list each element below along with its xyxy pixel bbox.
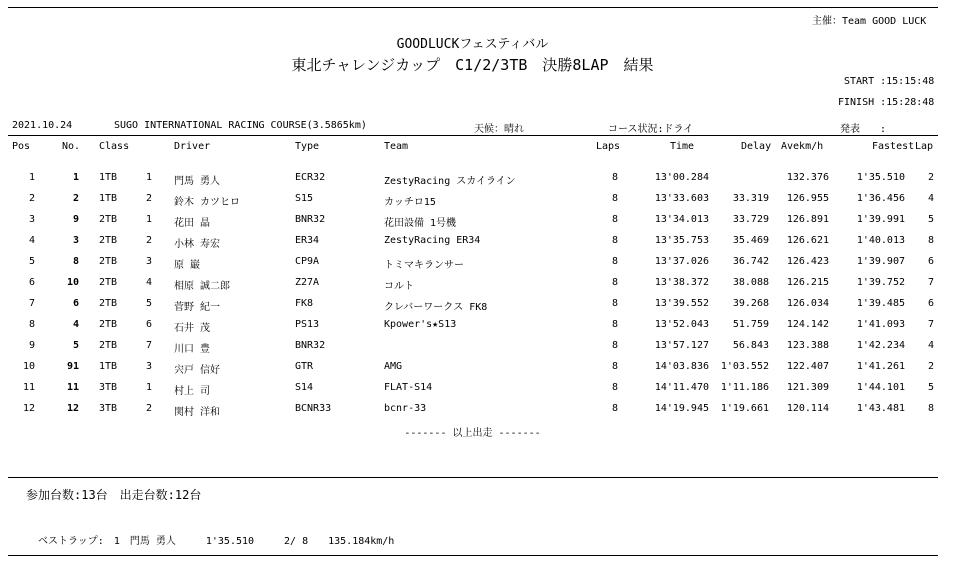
class: 2TB xyxy=(99,298,118,309)
pos: 6 xyxy=(28,277,35,288)
team: カッチロ15 xyxy=(384,197,436,208)
table-row xyxy=(0,361,945,382)
laps: 8 xyxy=(611,403,618,414)
footer-rule-bottom xyxy=(8,555,938,556)
driver: 菅野 紀一 xyxy=(174,302,221,313)
car-no: 5 xyxy=(72,340,79,351)
type: BCNR33 xyxy=(295,403,332,414)
driver: 石井 茂 xyxy=(174,323,211,334)
pos: 10 xyxy=(22,361,35,372)
class-pos: 2 xyxy=(146,403,153,414)
class-pos: 1 xyxy=(146,214,153,225)
end-marker: ------- 以上出走 ------- xyxy=(404,428,541,439)
fastest-lap: 4 xyxy=(927,193,934,204)
time: 13'57.127 xyxy=(654,340,709,351)
class: 1TB xyxy=(99,361,118,372)
laps: 8 xyxy=(611,214,618,225)
header-time: Time xyxy=(670,141,695,152)
time: 13'37.026 xyxy=(654,256,709,267)
fastest-lap: 4 xyxy=(927,340,934,351)
type: BNR32 xyxy=(295,214,326,225)
fastest-lap: 7 xyxy=(927,277,934,288)
team: AMG xyxy=(384,361,403,372)
car-no: 2 xyxy=(72,193,79,204)
fastest: 1'40.013 xyxy=(856,235,905,246)
class-pos: 2 xyxy=(146,235,153,246)
time: 13'52.043 xyxy=(654,319,709,330)
team: トミマキランサー xyxy=(384,260,464,271)
avekm: 121.309 xyxy=(786,382,829,393)
car-no: 11 xyxy=(66,382,79,393)
time: 13'00.284 xyxy=(654,172,709,183)
driver: 原 巌 xyxy=(174,260,201,271)
car-no: 1 xyxy=(72,172,79,183)
class-pos: 3 xyxy=(146,361,153,372)
avekm: 123.388 xyxy=(786,340,829,351)
car-no: 4 xyxy=(72,319,79,330)
header-laps: Laps xyxy=(596,141,621,152)
laps: 8 xyxy=(611,193,618,204)
type: S15 xyxy=(295,193,314,204)
car-no: 6 xyxy=(72,298,79,309)
driver: 宍戸 信好 xyxy=(174,365,221,376)
car-no: 3 xyxy=(72,235,79,246)
type: PS13 xyxy=(295,319,320,330)
driver: 花田 晶 xyxy=(174,218,211,229)
laps: 8 xyxy=(611,235,618,246)
delay: 1'03.552 xyxy=(720,361,769,372)
team: bcnr-33 xyxy=(384,403,427,414)
team: FLAT-S14 xyxy=(384,382,433,393)
avekm: 126.215 xyxy=(786,277,829,288)
pos: 12 xyxy=(22,403,35,414)
table-row xyxy=(0,214,945,235)
best-lap: ベストラップ: 1 門馬 勇人 1'35.510 2/ 8 135.184km/h xyxy=(38,536,395,547)
class: 3TB xyxy=(99,403,118,414)
header-no: No. xyxy=(62,141,81,152)
avekm: 126.621 xyxy=(786,235,829,246)
fastest: 1'39.485 xyxy=(856,298,905,309)
avekm: 122.407 xyxy=(786,361,829,372)
team: Kpower's★S13 xyxy=(384,319,457,330)
fastest: 1'36.456 xyxy=(856,193,905,204)
title-line-2: 東北チャレンジカップ C1/2/3TB 決勝8LAP 結果 xyxy=(291,56,654,74)
fastest: 1'35.510 xyxy=(856,172,905,183)
start-time: START :15:15:48 xyxy=(844,76,935,87)
pos: 3 xyxy=(28,214,35,225)
class-pos: 3 xyxy=(146,256,153,267)
laps: 8 xyxy=(611,319,618,330)
fastest-lap: 5 xyxy=(927,382,934,393)
title-line-1: GOODLUCKフェスティバル xyxy=(396,37,549,52)
team: コルト xyxy=(384,281,414,292)
organizer: 主催：Team GOOD LUCK xyxy=(812,16,927,27)
delay: 51.759 xyxy=(732,319,769,330)
fastest-lap: 6 xyxy=(927,256,934,267)
course-condition: コース状況:ドライ xyxy=(608,124,694,135)
driver: 小林 寿宏 xyxy=(174,239,221,250)
class-pos: 2 xyxy=(146,193,153,204)
laps: 8 xyxy=(611,256,618,267)
team: ZestyRacing スカイライン xyxy=(384,176,516,187)
weather: 天候：晴れ xyxy=(474,124,524,135)
type: ECR32 xyxy=(295,172,326,183)
fastest-lap: 8 xyxy=(927,403,934,414)
type: ER34 xyxy=(295,235,320,246)
fastest-lap: 2 xyxy=(927,361,934,372)
table-row xyxy=(0,382,945,403)
delay: 36.742 xyxy=(732,256,769,267)
laps: 8 xyxy=(611,340,618,351)
driver: 鈴木 カツヒロ xyxy=(174,197,241,208)
class: 2TB xyxy=(99,277,118,288)
pos: 7 xyxy=(28,298,35,309)
time: 14'03.836 xyxy=(654,361,709,372)
fastest: 1'39.991 xyxy=(856,214,905,225)
fastest: 1'42.234 xyxy=(856,340,905,351)
avekm: 120.114 xyxy=(786,403,829,414)
time: 13'34.013 xyxy=(654,214,709,225)
laps: 8 xyxy=(611,277,618,288)
laps: 8 xyxy=(611,382,618,393)
delay: 1'11.186 xyxy=(720,382,769,393)
type: Z27A xyxy=(295,277,320,288)
time: 14'11.470 xyxy=(654,382,709,393)
delay: 1'19.661 xyxy=(720,403,769,414)
car-no: 10 xyxy=(66,277,79,288)
fastest-lap: 8 xyxy=(927,235,934,246)
delay: 38.088 xyxy=(732,277,769,288)
class: 3TB xyxy=(99,382,118,393)
table-row xyxy=(0,340,945,361)
type: BNR32 xyxy=(295,340,326,351)
table-header xyxy=(0,141,945,155)
fastest: 1'43.481 xyxy=(856,403,905,414)
class: 2TB xyxy=(99,319,118,330)
type: GTR xyxy=(295,361,314,372)
time: 13'39.552 xyxy=(654,298,709,309)
header-fastest: Fastest xyxy=(872,141,915,152)
laps: 8 xyxy=(611,172,618,183)
class-pos: 7 xyxy=(146,340,153,351)
laps: 8 xyxy=(611,298,618,309)
table-row xyxy=(0,235,945,256)
fastest: 1'41.093 xyxy=(856,319,905,330)
fastest: 1'39.752 xyxy=(856,277,905,288)
time: 13'35.753 xyxy=(654,235,709,246)
class: 1TB xyxy=(99,193,118,204)
header-team: Team xyxy=(384,141,409,152)
race-date: 2021.10.24 xyxy=(12,120,73,131)
pos: 9 xyxy=(28,340,35,351)
driver: 相原 誠二郎 xyxy=(174,281,231,292)
type: S14 xyxy=(295,382,314,393)
fastest-lap: 7 xyxy=(927,319,934,330)
class: 2TB xyxy=(99,214,118,225)
pos: 8 xyxy=(28,319,35,330)
entry-summary: 参加台数:13台 出走台数:12台 xyxy=(26,488,202,502)
class: 1TB xyxy=(99,172,118,183)
table-row xyxy=(0,277,945,298)
time: 13'33.603 xyxy=(654,193,709,204)
pos: 2 xyxy=(28,193,35,204)
fastest-lap: 5 xyxy=(927,214,934,225)
header-rule xyxy=(8,135,938,136)
delay: 56.843 xyxy=(732,340,769,351)
pos: 1 xyxy=(28,172,35,183)
header-pos: Pos xyxy=(12,141,31,152)
header-driver: Driver xyxy=(174,141,211,152)
driver: 関村 洋和 xyxy=(174,407,221,418)
pos: 4 xyxy=(28,235,35,246)
delay: 33.729 xyxy=(732,214,769,225)
driver: 村上 司 xyxy=(174,386,211,397)
car-no: 8 xyxy=(72,256,79,267)
driver: 川口 豊 xyxy=(174,344,211,355)
team: 花田設備 1号機 xyxy=(384,218,457,229)
header-type: Type xyxy=(295,141,320,152)
table-row xyxy=(0,403,945,424)
avekm: 124.142 xyxy=(786,319,829,330)
header-lap: Lap xyxy=(915,141,934,152)
header-delay: Delay xyxy=(741,141,772,152)
class-pos: 5 xyxy=(146,298,153,309)
class-pos: 4 xyxy=(146,277,153,288)
fastest-lap: 6 xyxy=(927,298,934,309)
avekm: 126.955 xyxy=(786,193,829,204)
time: 14'19.945 xyxy=(654,403,709,414)
table-row xyxy=(0,298,945,319)
table-row xyxy=(0,319,945,340)
laps: 8 xyxy=(611,361,618,372)
header-class: Class xyxy=(99,141,130,152)
table-row xyxy=(0,256,945,277)
class: 2TB xyxy=(99,235,118,246)
fastest: 1'44.101 xyxy=(856,382,905,393)
class: 2TB xyxy=(99,340,118,351)
type: FK8 xyxy=(295,298,314,309)
avekm: 126.891 xyxy=(786,214,829,225)
announcement: 発表 : xyxy=(840,124,887,135)
delay: 35.469 xyxy=(732,235,769,246)
class-pos: 6 xyxy=(146,319,153,330)
class-pos: 1 xyxy=(146,172,153,183)
avekm: 126.034 xyxy=(786,298,829,309)
delay: 39.268 xyxy=(732,298,769,309)
fastest: 1'39.907 xyxy=(856,256,905,267)
delay: 33.319 xyxy=(732,193,769,204)
car-no: 12 xyxy=(66,403,79,414)
car-no: 9 xyxy=(72,214,79,225)
class: 2TB xyxy=(99,256,118,267)
pos: 5 xyxy=(28,256,35,267)
course-name: SUGO INTERNATIONAL RACING COURSE(3.5865km) xyxy=(114,120,367,131)
type: CP9A xyxy=(295,256,320,267)
driver: 門馬 勇人 xyxy=(174,176,221,187)
finish-time: FINISH :15:28:48 xyxy=(838,97,935,108)
pos: 11 xyxy=(22,382,35,393)
table-row xyxy=(0,193,945,214)
team: ZestyRacing ER34 xyxy=(384,235,481,246)
team: クレバーワークス FK8 xyxy=(384,302,488,313)
footer-rule-top xyxy=(8,477,938,478)
fastest: 1'41.261 xyxy=(856,361,905,372)
car-no: 91 xyxy=(66,361,79,372)
header-avekm: Avekm/h xyxy=(781,141,824,152)
class-pos: 1 xyxy=(146,382,153,393)
avekm: 126.423 xyxy=(786,256,829,267)
top-rule xyxy=(8,7,938,8)
avekm: 132.376 xyxy=(786,172,829,183)
fastest-lap: 2 xyxy=(927,172,934,183)
table-row xyxy=(0,172,945,193)
time: 13'38.372 xyxy=(654,277,709,288)
